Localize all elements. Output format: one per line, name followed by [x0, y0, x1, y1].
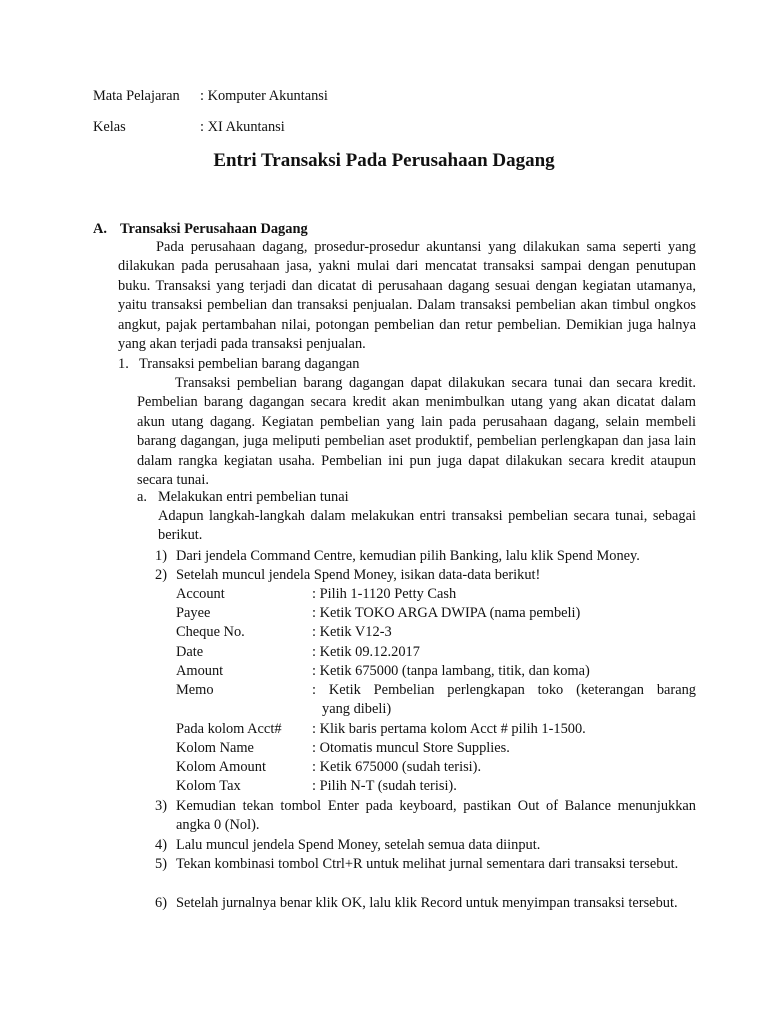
field-label: Kolom Tax	[176, 778, 241, 794]
field-value: : Ketik 09.12.2017	[312, 644, 420, 660]
field-value: : Ketik TOKO ARGA DWIPA (nama pembeli)	[312, 605, 581, 621]
step-3-text: Kemudian tekan tombol Enter pada keyboard, pastikan Out of Balance menunjukkan angka 0 (Nol).	[176, 798, 696, 834]
class-label: Kelas	[93, 119, 126, 135]
field-label: Account	[176, 586, 225, 602]
field-label: Kolom Amount	[176, 759, 266, 775]
section-a-heading: Transaksi Perusahaan Dagang	[120, 221, 308, 237]
step-1-text: Dari jendela Command Centre, kemudian pilih Banking, lalu klik Spend Money.	[176, 548, 640, 564]
field-label: Pada kolom Acct#	[176, 721, 282, 737]
item1-heading: Transaksi pembelian barang dagangan	[139, 356, 360, 372]
sub-a-heading: Melakukan entri pembelian tunai	[158, 489, 349, 505]
item1-paragraph: Transaksi pembelian barang dagangan dapat dilakukan secara tunai dan secara kredit. Pembelian barang dagangan secara kredit akan menimbulkan utang yang akan dicatat dalam akun utang dagang. Kegiatan pembelian yang lain pada perusahaan dagang, selain membeli barang dagangan, juga meliputi pembelian aset produktif, pembelian perlengkapan dan jasa lain dalam rangka kegiatan usaha. Pembelian ini pun juga dapat dilakukan secara kredit ataupun secara tunai.	[137, 375, 696, 489]
field-value-continued: yang dibeli)	[322, 701, 392, 717]
step-4-text: Lalu muncul jendela Spend Money, setelah semua data diinput.	[176, 837, 541, 853]
step-2-marker: 2)	[155, 567, 167, 583]
field-value: : Ketik V12-3	[312, 624, 392, 640]
field-label: Payee	[176, 605, 211, 621]
class-value: : XI Akuntansi	[200, 119, 285, 135]
field-value: : Ketik Pembelian perlengkapan toko (keterangan barang	[312, 682, 696, 698]
field-label: Memo	[176, 682, 214, 698]
page-title: Entri Transaksi Pada Perusahaan Dagang	[213, 150, 555, 171]
step-1-marker: 1)	[155, 548, 167, 564]
item1-marker: 1.	[118, 356, 129, 372]
field-value: : Pilih 1-1120 Petty Cash	[312, 586, 457, 602]
field-value: : Ketik 675000 (tanpa lambang, titik, dan koma)	[312, 663, 590, 679]
field-label: Amount	[176, 663, 224, 679]
section-a-paragraph: Pada perusahaan dagang, prosedur-prosedur akuntansi yang dilakukan sama seperti yang dilakukan pada perusahaan jasa, yakni mulai dari mencatat transaksi sampai dengan penutupan buku. Transaksi yang terjadi dan dicatat di perusahaan dagang sesuai dengan kegiatan utamanya, yaitu transaksi pembelian dan transaksi penjualan. Dalam transaksi pembelian akan timbul ongkos angkut, pajak pertambahan nilai, potongan pembelian dan retur pembelian. Demikian juga halnya yang akan terjadi pada transaksi penjualan.	[118, 239, 696, 353]
field-label: Kolom Name	[176, 740, 254, 756]
section-a-marker: A.	[93, 221, 107, 237]
subject-value: : Komputer Akuntansi	[200, 88, 328, 104]
step-6-text: Setelah jurnalnya benar klik OK, lalu klik Record untuk menyimpan transaksi tersebut.	[176, 895, 678, 911]
field-value: : Otomatis muncul Store Supplies.	[312, 740, 510, 756]
step-2-text: Setelah muncul jendela Spend Money, isikan data-data berikut!	[176, 567, 541, 583]
sub-a-intro: Adapun langkah-langkah dalam melakukan entri transaksi pembelian secara tunai, sebagai berikut.	[158, 508, 696, 544]
step-3-marker: 3)	[155, 798, 167, 814]
field-label: Date	[176, 644, 204, 660]
field-label: Cheque No.	[176, 624, 245, 640]
step-4-marker: 4)	[155, 837, 167, 853]
step-6-marker: 6)	[155, 895, 167, 911]
step-5-text: Tekan kombinasi tombol Ctrl+R untuk melihat jurnal sementara dari transaksi tersebut.	[176, 856, 679, 872]
field-value: : Klik baris pertama kolom Acct # pilih 1-1500.	[312, 721, 586, 737]
field-value: : Ketik 675000 (sudah terisi).	[312, 759, 482, 775]
field-value: : Pilih N-T (sudah terisi).	[312, 778, 457, 794]
step-5-marker: 5)	[155, 856, 167, 872]
sub-a-marker: a.	[137, 489, 147, 505]
subject-label: Mata Pelajaran	[93, 88, 180, 104]
